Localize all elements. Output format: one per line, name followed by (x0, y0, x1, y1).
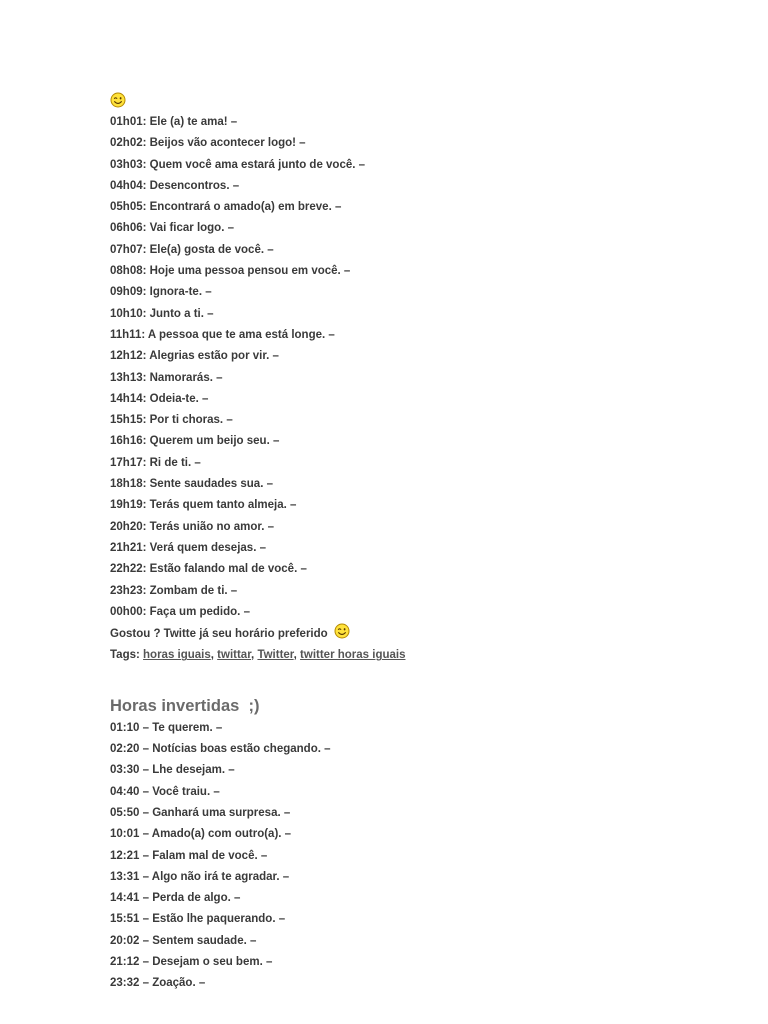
tag-link-twitter-horas-iguais[interactable]: twitter horas iguais (300, 649, 406, 662)
list-item: 07h07: Ele(a) gosta de você. – (110, 243, 274, 256)
list-item: 23h23: Zombam de ti. – (110, 584, 238, 597)
list-item: 15:51 – Estão lhe paquerando. – (110, 913, 286, 926)
list-item: 03:30 – Lhe desejam. – (110, 764, 235, 777)
list-item: 09h09: Ignora-te. – (110, 286, 212, 299)
tag-link-twitter[interactable]: Twitter (257, 649, 294, 662)
list-item: 13:31 – Algo não irá te agradar. – (110, 870, 290, 883)
list-item: 16h16: Querem um beijo seu. – (110, 435, 280, 448)
tags-line: Tags: horas iguais, twittar, Twitter, twitter horas iguais (110, 649, 406, 662)
tags-label: Tags: (110, 649, 140, 662)
list-item: 22h22: Estão falando mal de você. – (110, 563, 307, 576)
list-item: 23:32 – Zoação. – (110, 977, 206, 990)
list-item: 14:41 – Perda de algo. – (110, 892, 241, 905)
inverted-hours-list (110, 718, 670, 995)
list-item: 17h17: Ri de ti. – (110, 456, 201, 469)
tag-link-horas-iguais[interactable]: horas iguais (143, 649, 211, 662)
list-item: 15h15: Por ti choras. – (110, 414, 233, 427)
list-item: 14h14: Odeia-te. – (110, 392, 209, 405)
list-item: 20:02 – Sentem saudade. – (110, 934, 257, 947)
share-text: Gostou ? Twitte já seu horário preferido (110, 628, 328, 641)
list-item: 00h00: Faça um pedido. – (110, 605, 250, 618)
list-item: 02h02: Beijos vão acontecer logo! – (110, 137, 306, 150)
list-item: 10:01 – Amado(a) com outro(a). – (110, 828, 292, 841)
wink-smiley-icon (334, 623, 350, 639)
wink-smiley-icon (110, 92, 126, 108)
list-item: 21:12 – Desejam o seu bem. – (110, 955, 273, 968)
hours-list (110, 112, 670, 623)
list-item: 06h06: Vai ficar logo. – (110, 222, 234, 235)
list-item: 18h18: Sente saudades sua. – (110, 478, 273, 491)
list-item: 02:20 – Notícias boas estão chegando. – (110, 743, 331, 756)
post-content (110, 92, 670, 995)
list-item: 01h01: Ele (a) te ama! – (110, 116, 238, 128)
list-item: 10h10: Junto a ti. – (110, 307, 214, 320)
list-item: 01:10 – Te querem. – (110, 721, 223, 734)
list-item: 20h20: Terás união no amor. – (110, 520, 275, 533)
list-item: 04:40 – Você traiu. – (110, 785, 220, 798)
list-item: 21h21: Verá quem desejas. – (110, 541, 266, 554)
list-item: 12h12: Alegrias estão por vir. – (110, 350, 279, 363)
list-item: 03h03: Quem você ama estará junto de você. – (110, 158, 366, 171)
list-item: 13h13: Namorarás. – (110, 371, 223, 384)
list-item: 12:21 – Falam mal de você. – (110, 849, 268, 862)
section-title-horas-invertidas: Horas invertidas ;) (110, 696, 260, 715)
tag-link-twittar[interactable]: twittar (217, 649, 252, 662)
list-item: 19h19: Terás quem tanto almeja. – (110, 499, 297, 512)
list-item: 11h11: A pessoa que te ama está longe. – (110, 328, 335, 341)
list-item: 08h08: Hoje uma pessoa pensou em você. – (110, 265, 351, 278)
share-prompt (110, 623, 670, 645)
list-item: 05:50 – Ganhará uma surpresa. – (110, 806, 291, 819)
list-item: 04h04: Desencontros. – (110, 179, 240, 192)
list-item: 05h05: Encontrará o amado(a) em breve. – (110, 201, 342, 214)
